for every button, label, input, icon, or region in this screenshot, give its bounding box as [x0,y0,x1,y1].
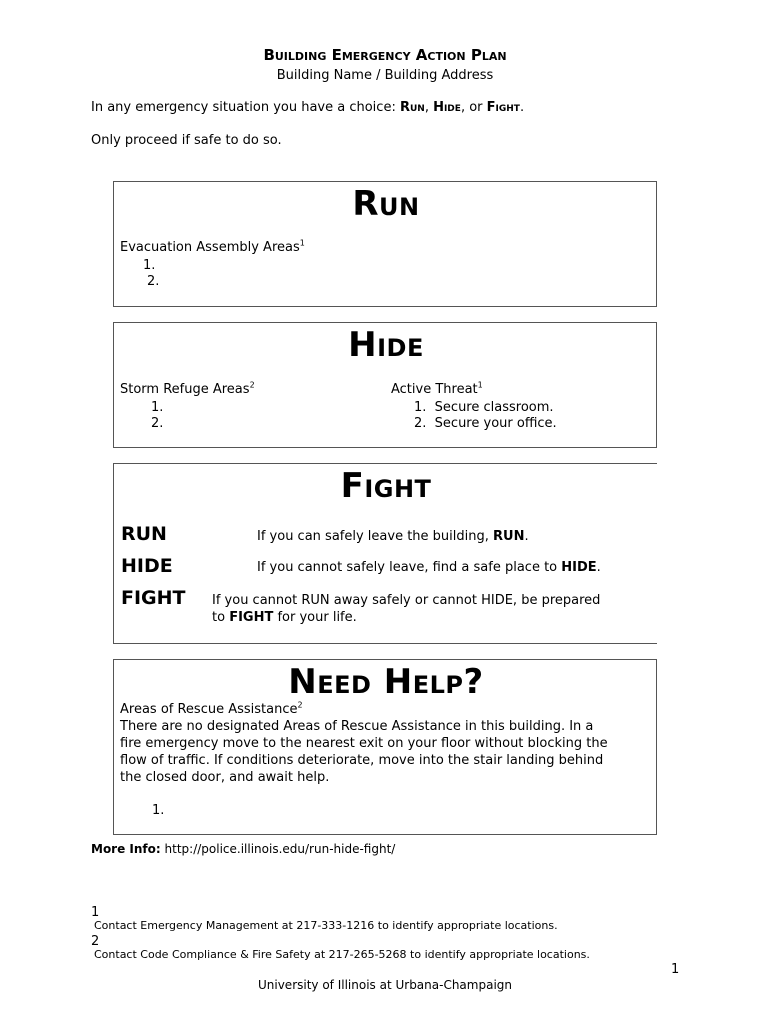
rescue-assistance-label: Areas of Rescue Assistance$^2$ [120,700,303,717]
footnote-2-number: 2 [91,934,100,949]
fight-row-hide-text: If you cannot safely leave, find a safe place to HIDE. [257,560,601,575]
intro-sep2: , or [460,100,487,115]
fight-row-run-text: If you can safely leave the building, RUN. [257,529,529,544]
storm-refuge-item-1: 1. [151,400,164,415]
fight-row-hide-key: HIDE [121,555,173,577]
rescue-line-2: fire emergency move to the nearest exit on your floor without blocking the [120,736,608,751]
footer-institution: University of Illinois at Urbana-Champaign [257,978,513,992]
run-title: Run [352,184,420,224]
building-name-address: Building Name / Building Address [276,68,494,83]
fight-title: Fight [340,466,432,506]
rescue-item-1: 1. [152,803,165,818]
intro-suffix: . [519,100,525,115]
footnote-1-text: Contact Emergency Management at 217-333-1216 to identify appropriate locations. [94,919,558,932]
document-title: Building Emergency Action Plan [263,46,507,64]
evacuation-item-2: 2. [147,274,160,289]
run-box [113,181,657,307]
need-help-box [113,659,657,835]
hide-box [113,322,657,448]
fight-row-fight-text-line2: to FIGHT for your life. [212,610,357,625]
evacuation-areas-label: Evacuation Assembly Areas$^1$ [120,238,305,255]
rescue-line-1: There are no designated Areas of Rescue Assistance in this building. In a [120,719,594,734]
more-info-line [91,842,395,856]
hide-title: Hide [348,325,424,365]
intro-safety-line: Only proceed if safe to do so. [91,133,282,148]
page-number: 1 [671,962,680,977]
more-info-link[interactable]: http://police.illinois.edu/run-hide-fight/ [164,842,396,856]
intro-choice-line [91,100,524,115]
active-threat-item-2: 2. Secure your office. [414,416,557,431]
intro-run: Run [399,100,425,115]
fight-row-run-key: RUN [121,523,167,545]
need-help-title: Need Help? [288,662,484,702]
storm-refuge-label: Storm Refuge Areas$^2$ [120,380,255,397]
storm-refuge-item-2: 2. [151,416,164,431]
footnote-1-number: 1 [91,905,100,920]
fight-row-fight-key: FIGHT [121,587,186,609]
active-threat-item-1: 1. Secure classroom. [414,400,554,415]
more-info-label: More Info: [91,842,161,856]
fight-box [113,463,657,644]
rescue-line-3: flow of traffic. If conditions deteriorate, move into the stair landing behind [120,753,604,768]
intro-hide: Hide [433,100,461,115]
rescue-line-4: the closed door, and await help. [120,770,330,785]
intro-prefix: In any emergency situation you have a choice: [91,100,400,115]
fight-row-fight-text-line1: If you cannot RUN away safely or cannot HIDE, be prepared [212,593,601,608]
evacuation-item-1: 1. [143,258,156,273]
intro-sep1: , [424,100,434,115]
active-threat-label: Active Threat$^1$ [391,380,483,397]
footnote-2-text: Contact Code Compliance & Fire Safety at 217-265-5268 to identify appropriate locations. [94,948,590,961]
intro-fight: Fight [486,100,520,115]
